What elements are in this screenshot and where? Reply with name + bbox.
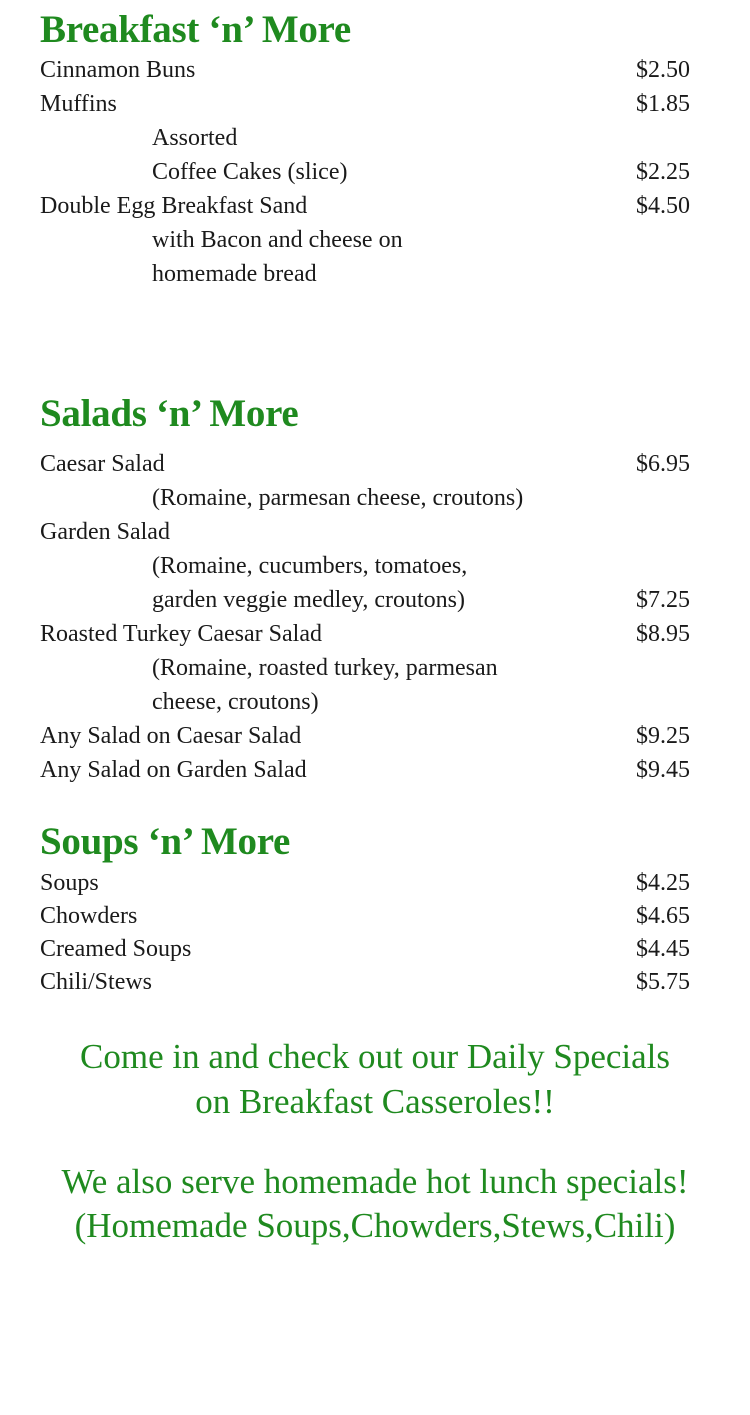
menu-item-row [40, 189, 720, 223]
menu-item-detail: homemade bread [152, 261, 317, 287]
menu-item-row [40, 932, 720, 966]
menu-item-name: Roasted Turkey Caesar Salad [40, 621, 322, 647]
menu-item-price: $7.25 [636, 587, 690, 613]
promo-daily-specials-line-2: on Breakfast Casseroles!! [195, 1082, 555, 1121]
menu-item-row [40, 617, 720, 651]
menu-item-row [40, 53, 720, 87]
menu-item-name: Caesar Salad [40, 451, 165, 477]
menu-item-name: Creamed Soups [40, 936, 192, 962]
menu-item-price: $8.95 [636, 621, 690, 647]
menu-item-detail: Coffee Cakes (slice) [152, 159, 348, 185]
menu-item-name: Chowders [40, 903, 138, 929]
menu-item-name: Muffins [40, 91, 117, 117]
section-heading-breakfast: Breakfast ‘n’ More [40, 8, 351, 51]
menu-item-name: Garden Salad [40, 519, 170, 545]
menu-item-name: Chili/Stews [40, 969, 153, 995]
section-heading-soups: Soups ‘n’ More [40, 820, 291, 863]
menu-item-description [40, 257, 720, 291]
menu-item-row [40, 866, 720, 900]
menu-item-price: $5.75 [636, 969, 690, 995]
menu-item-price: $4.50 [636, 193, 690, 219]
menu-item-description [40, 223, 720, 257]
menu-item-price: $9.25 [636, 723, 690, 749]
menu-item-name: Double Egg Breakfast Sand [40, 193, 308, 219]
menu-item-row [40, 965, 720, 999]
menu-item-row [40, 899, 720, 933]
menu-item-price: $4.25 [636, 870, 690, 896]
menu-item-description [40, 481, 720, 515]
menu-item-name: Cinnamon Buns [40, 57, 196, 83]
menu-item-detail: (Romaine, parmesan cheese, croutons) [152, 485, 524, 511]
menu-item-name: Any Salad on Garden Salad [40, 757, 307, 783]
menu-item-detail: cheese, croutons) [152, 689, 319, 715]
menu-item-description [40, 549, 720, 583]
menu-item-detail: (Romaine, roasted turkey, parmesan [152, 655, 498, 681]
menu-item-description [40, 685, 720, 719]
menu-item-description [40, 583, 720, 617]
menu-item-price: $2.25 [636, 159, 690, 185]
menu-item-row [40, 719, 720, 753]
promo-lunch-specials-line-1: We also serve homemade hot lunch specials! [61, 1162, 689, 1201]
menu-item-row [40, 447, 720, 481]
promo-daily-specials-line-1: Come in and check out our Daily Specials [80, 1037, 670, 1076]
menu-item-detail: with Bacon and cheese on [152, 227, 403, 253]
menu-item-detail: Assorted [152, 125, 238, 151]
promo-lunch-specials-line-2: (Homemade Soups,Chowders,Stews,Chili) [74, 1206, 676, 1245]
menu-item-name: Any Salad on Caesar Salad [40, 723, 302, 749]
menu-item-description [40, 121, 720, 155]
menu-item-row [40, 515, 720, 549]
menu-item-price: $4.65 [636, 903, 690, 929]
menu-item-row [40, 155, 720, 189]
menu-item-row [40, 87, 720, 121]
menu-item-detail: (Romaine, cucumbers, tomatoes, [152, 553, 468, 579]
menu-item-description [40, 651, 720, 685]
menu-item-price: $2.50 [636, 57, 690, 83]
menu-item-detail: garden veggie medley, croutons) [152, 587, 465, 613]
menu-item-row [40, 753, 720, 787]
menu-item-price: $6.95 [636, 451, 690, 477]
menu-item-name: Soups [40, 870, 99, 896]
menu-item-price: $1.85 [636, 91, 690, 117]
menu-item-price: $4.45 [636, 936, 690, 962]
section-heading-salads: Salads ‘n’ More [40, 392, 299, 435]
menu-item-price: $9.45 [636, 757, 690, 783]
